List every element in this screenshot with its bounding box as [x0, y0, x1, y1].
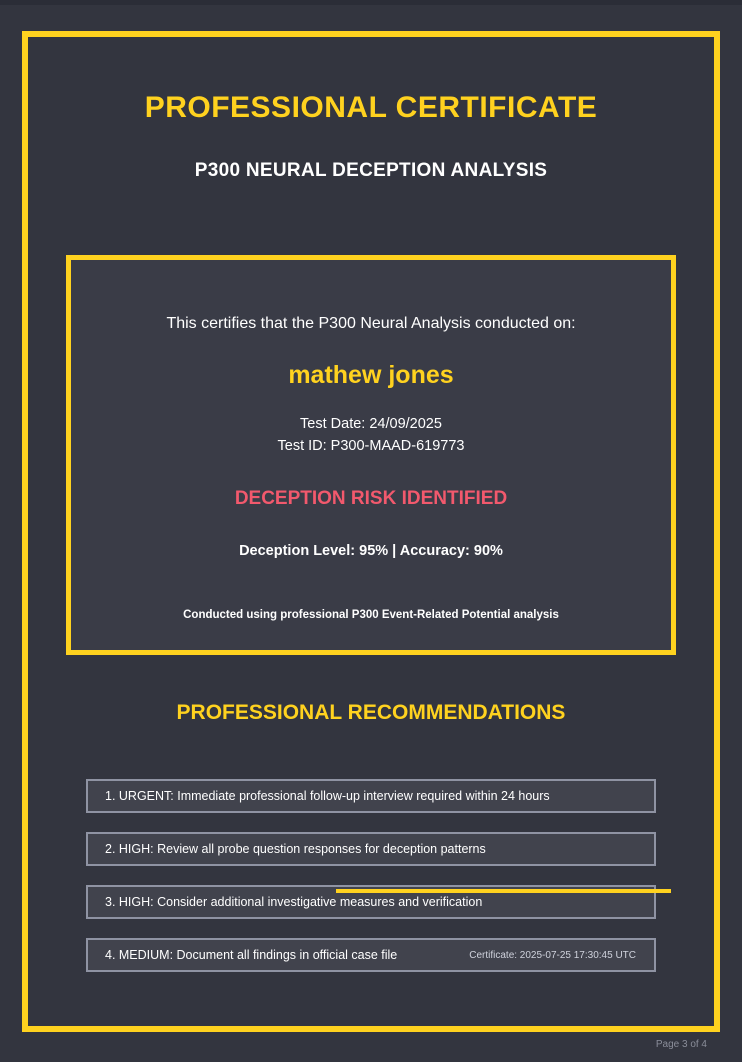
certificate-timestamp: Certificate: 2025-07-25 17:30:45 UTC	[469, 950, 636, 961]
page-title: PROFESSIONAL CERTIFICATE	[144, 91, 598, 124]
test-id: Test ID: P300-MAAD-619773	[277, 438, 465, 454]
methodology-note: Conducted using professional P300 Event-Related Potential analysis	[183, 609, 559, 621]
certificate-content	[28, 37, 714, 1026]
list-item: 1. URGENT: Immediate professional follow-up interview required within 24 hours	[86, 779, 656, 813]
gold-accent-line	[336, 889, 671, 893]
list-item: 3. HIGH: Consider additional investigative measures and verification	[86, 885, 656, 919]
page-top-edge	[0, 0, 742, 5]
page-number: Page 3 of 4	[655, 1039, 707, 1050]
certifies-statement: This certifies that the P300 Neural Analysis conducted on:	[166, 315, 576, 332]
certificate-details-panel	[66, 255, 676, 655]
certificate-subtitle: P300 NEURAL DECEPTION ANALYSIS	[194, 160, 548, 181]
status-badge: DECEPTION RISK IDENTIFIED	[234, 488, 508, 509]
list-item: 4. MEDIUM: Document all findings in official case file	[86, 938, 656, 972]
list-item: 2. HIGH: Review all probe question responses for deception patterns	[86, 832, 656, 866]
gold-outer-frame	[22, 31, 720, 1032]
recommendations-heading: PROFESSIONAL RECOMMENDATIONS	[176, 701, 566, 724]
subject-name: mathew jones	[288, 361, 454, 389]
metrics-summary: Deception Level: 95% | Accuracy: 90%	[239, 543, 503, 559]
test-date: Test Date: 24/09/2025	[300, 416, 442, 432]
